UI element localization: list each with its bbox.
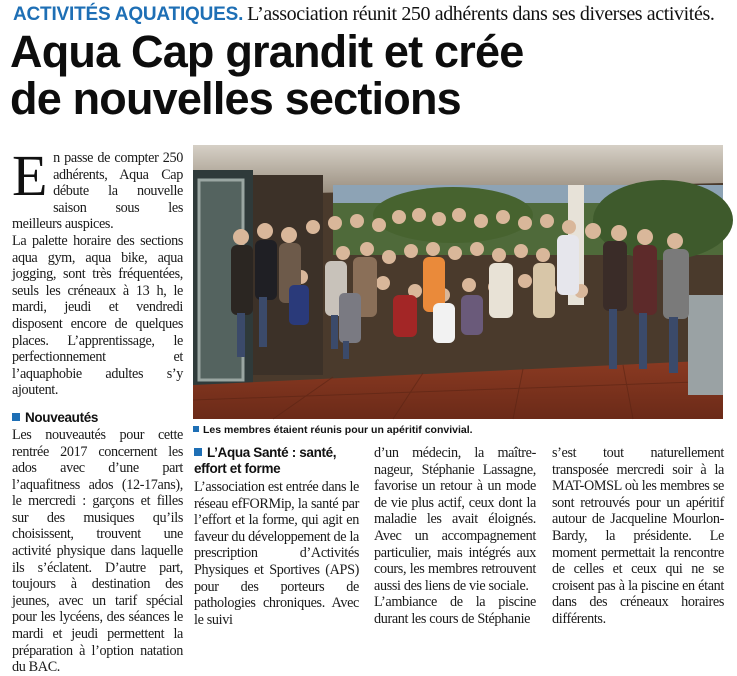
section-heading-aqua-sante [194,445,359,477]
paragraph-medecin: d’un médecin, la maître-nageur, Stéphanie Lassagne, favorise un retour à un mode de vie plus actif, ceux dont la maladie les avait éloignés. Avec un accompagnement particulier, mais intégrés aux cours, les membres retrouvent aussi des liens de vie sociale. [374,445,536,594]
bullet-square-icon [12,413,20,421]
section-heading-text: Nouveautés [25,409,99,425]
article-column-4 [552,445,724,628]
paragraph-schedule: La palette horaire des sections aqua gym, aqua bike, aqua jogging, sont très fréquentées, seuls les créneaux à 13 h, le mardi, jeudi et vendredi disposent encore de quelques places. L’apprentissage, le perfectionnement et l’aquaphobie adultes s’y ajoutent. [12,232,183,399]
article-column-1 [12,143,183,676]
group-photo-illustration [193,145,723,419]
bullet-square-icon [194,448,202,456]
headline-line-1: Aqua Cap grandit et crée [10,26,524,77]
photo-caption [193,424,723,436]
intro-text: n passe de compter 250 adhérents, Aqua Cap débute la nouvelle saison sous les meilleurs auspices. [12,150,183,233]
kicker-text: L’association réunit 250 adhérents dans ses diverses activités. [247,3,715,25]
paragraph-aqua-sante: L’association est entrée dans le réseau efFORMip, la santé par l’effort et la forme, qui agit en faveur du développement de la prescription d’Activités Physiques et Sportives (APS) pour des porteurs de pathologies chroniques. Avec le suivi [194,479,359,628]
section-heading-nouveautes [12,409,183,426]
caption-square-icon [193,426,199,432]
drop-cap: E [12,143,48,208]
paragraph-aperitif: s’est tout naturellement transposée mercredi soir à la MAT-OMSL où les membres se sont retrouvés pour un apéritif autour de Jacqueline Mourlon-Bardy, la présidente. Le moment permettait la rencontre de celles et ceux qui ne se croisent pas à la piscine en étant dans des créneaux horaires différents. [552,445,724,627]
paragraph-nouveautes: Les nouveautés pour cette rentrée 2017 concernent les ados avec d’une part l’aquafitness ados (12-17ans), le mercredi : garçons et filles sur des musiques qu’ils choisissent, trouvent une activité physique dans laquelle ils s’éclatent. D’autre part, toujours à destination des jeunes, avec un tarif spécial pour les lycéens, des séances le mardi et jeudi permettent la préparation à l’option natation du BAC. [12,426,183,676]
section-heading-text: L’Aqua Santé : santé, effort et forme [194,445,337,476]
article-column-2 [194,445,359,628]
group-photo [193,145,723,419]
kicker-label: ACTIVITÉS AQUATIQUES. [13,4,244,25]
intro-paragraph [12,143,183,233]
headline-line-2: de nouvelles sections [10,73,461,124]
paragraph-ambiance: L’ambiance de la piscine durant les cours de Stéphanie [374,594,536,627]
article-column-3 [374,445,536,628]
kicker [13,3,728,27]
headline [10,28,730,122]
photo-caption-text: Les membres étaient réunis pour un apéritif convivial. [203,424,473,436]
